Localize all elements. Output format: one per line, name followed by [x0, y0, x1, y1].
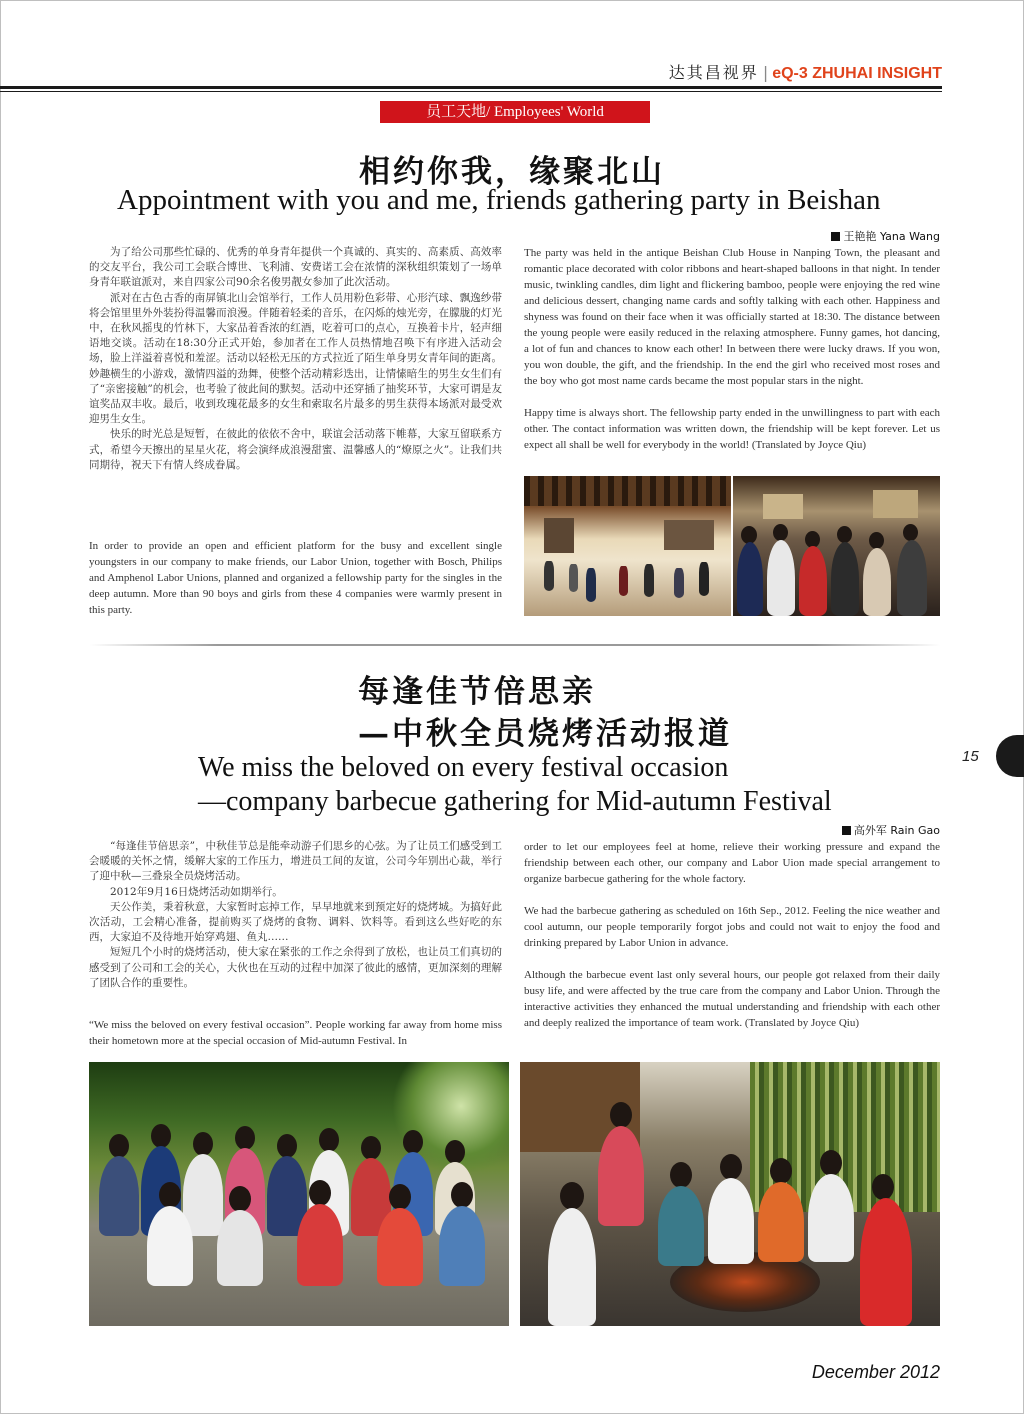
article2-en-right-para-1: order to let our employees feel at home, relieve their working pressure and expand the friendship between each other, our company and Labor Uion made special arrangement to organize barbecue gathering for the whole factory.	[524, 841, 940, 885]
section-tab: 员工天地/ Employees' World	[380, 101, 650, 123]
article2-en-left	[89, 1017, 502, 1065]
article1-zh-para-2: 派对在古色古香的南屏镇北山会馆举行，工作人员用粉色彩带、心形汽球、飘逸纱带将会馆里里外外装扮得温馨而浪漫。伴随着轻柔的音乐，在闪烁的烛光旁，在朦胧的灯光中，在秋风摇曳的竹林下，大家品着香浓的红酒，吃着可口的点心，互换着卡片，轻声细语地交谈。活动在18:30分正式开始，参加者在工作人员热情地召唤下有序进入活动会场，脸上洋溢着喜悦和羞涩。活动以轻松无压的方式拉近了陌生单身男女青年间的距离。妙趣横生的小游戏，激情四溢的劲舞，使整个活动精彩迭出，让情愫暗生的男生女生们有了“亲密接触”的机会，也考验了彼此间的默契。活动中还穿插了抽奖环节，大家可谓是友谊奖品双丰收。最后，收到玫瑰花最多的女生和索取名片最多的男生获得本场派对最受欢迎男生女生。	[89, 291, 502, 426]
magazine-title-zh: 达其昌视界	[668, 63, 759, 82]
issue-date: December 2012	[811, 1362, 940, 1382]
article2-zh-para-3: 天公作美，秉着秋意，大家暂时忘掉工作，早早地就来到预定好的烧烤城。为搞好此次活动，工会精心准备，提前购买了烧烤的食物、调料、饮料等。看到这么些好吃的东西，大家迫不及待地开始穿鸡翅、鱼丸……	[89, 900, 502, 944]
article1-en-right	[524, 245, 940, 469]
article2-zh-para-4: 短短几个小时的烧烤活动，使大家在紧张的工作之余得到了放松，也让员工们真切的感受到了公司和工会的关心，大伙也在互动的过程中加深了彼此的感情，更加深刻的理解了团队合作的重要性。	[89, 946, 502, 989]
article1-zh-para-1: 为了给公司那些忙碌的、优秀的单身青年提供一个真诚的、真实的、高素质、高效率的交友平台，我公司工会联合博世、飞利浦、安费诺工会在浓情的深秋组织策划了一场单身青年联谊派对，来自四家公司90余名俊男靓女参加了此次活动。	[89, 246, 502, 289]
article2-zh-para-2: 2012年9月16日烧烤活动如期举行。	[110, 885, 283, 898]
article1-zh-para-3: 快乐的时光总是短暂，在彼此的依依不舍中，联谊会活动落下帷幕，大家互留联系方式，希望今天擦出的星星火花，将会演绎成浪漫甜蜜、温馨感人的“燎原之火”。让我们共同期待，祝天下有情人终成眷属。	[89, 428, 502, 471]
article1-title-en: Appointment with you and me, friends gathering party in Beishan	[117, 184, 881, 216]
article1-en-left-para: In order to provide an open and efficient platform for the busy and excellent single youngsters in our company to make friends, our Labor Union, together with Bosch, Philips and Amphenol Labor Unions, planned and organized a fellowship party for the singles in the deep autumn. More than 90 boys and girls from these 4 companies were warmly present in this party.	[89, 540, 502, 616]
byline-square-icon	[831, 232, 840, 241]
article2-en-right-para-2: We had the barbecue gathering as scheduled on 16th Sep., 2012. Feeling the nice weather and cool autumn, our people temporarily forgot jobs and could not wait to enjoy the food and drinking prepared by Labor Union in advance.	[524, 905, 940, 949]
article1-en-right-para-2: Happy time is always short. The fellowship party ended in the unwillingness to part with each other. The contact information was written down, the friendship will be kept forever. Let us expect all shall be well for everybody in the world! (Translated by Joyce Qiu)	[524, 407, 940, 451]
article2-zh-body	[89, 839, 502, 991]
article1-byline	[831, 228, 940, 244]
page-number: 15	[962, 748, 979, 765]
article2-title-zh-line1: 每逢佳节倍思亲	[358, 674, 596, 710]
byline-square-icon	[842, 826, 851, 835]
header-separator: |	[762, 63, 769, 82]
barbecue-grill-photo	[520, 1062, 940, 1326]
article2-title-en-line2: —company barbecue gathering for Mid-autumn Festival	[198, 786, 832, 817]
party-crowd-photo	[733, 476, 940, 616]
article-divider	[90, 644, 940, 646]
party-hall-photo	[524, 476, 731, 616]
magazine-title-en: eQ-3 ZHUHAI INSIGHT	[772, 65, 942, 82]
article1-zh-body	[89, 245, 502, 473]
article2-title-zh-line2: —中秋全员烧烤活动报道	[358, 716, 732, 752]
article2-author: 高外军 Rain Gao	[853, 824, 940, 837]
article1-title-zh: 相约你我，缘聚北山	[359, 154, 665, 190]
article2-zh-para-1: “每逢佳节倍思亲”，中秋佳节总是能牵动游子们思乡的心弦。为了让员工们感受到工会暖暖的关怀之情，缓解大家的工作压力，增进员工间的友谊，公司今年别出心裁，举行了迎中秋—三叠泉全员烧烤活动。	[89, 840, 502, 883]
header-rule-thin	[0, 91, 942, 92]
article2-byline	[842, 822, 940, 838]
article2-title-en-line1: We miss the beloved on every festival occasion	[198, 752, 729, 783]
magazine-header	[669, 60, 942, 83]
group-photo-barbecue	[89, 1062, 509, 1326]
article1-en-right-para-1: The party was held in the antique Beishan Club House in Nanping Town, the pleasant and romantic place decorated with color ribbons and heart-shaped balloons in that night. In tender music, twinkling candles, dim light and flickering bamboo, people were enjoying the red wine and delicious dessert, changing name cards and softly talking with each other. Happiness and shyness was found on their face when it was officially started at 18:30. The distance between the young people were easily reduced in the relaxing atmosphere. Funny games, hot dancing, a lot of fun and chances to know each other! In between there were lucky draws. If you won, you won double, the gift, and the friendship. In the end the girl who received most roses and the boy who got most name cards became the most popular stars in the night.	[524, 247, 940, 387]
article2-en-left-para: “We miss the beloved on every festival occasion”. People working far away from home miss their hometown more at the special occasion of Mid-autumn Festival. In	[89, 1019, 502, 1047]
header-rule-thick	[0, 86, 942, 89]
article1-author: 王艳艳 Yana Wang	[843, 230, 940, 243]
article2-en-right-para-3: Although the barbecue event last only several hours, our people got relaxed from their daily busy life, and were affected by the true care from the company and Labor Union. Through the interactive activities they enhanced the mutual understanding and friendship with each other and deeply realized the importance of team work. (Translated by Joyce Qiu)	[524, 969, 940, 1029]
article1-en-left	[89, 538, 502, 634]
article2-en-right	[524, 839, 940, 1047]
